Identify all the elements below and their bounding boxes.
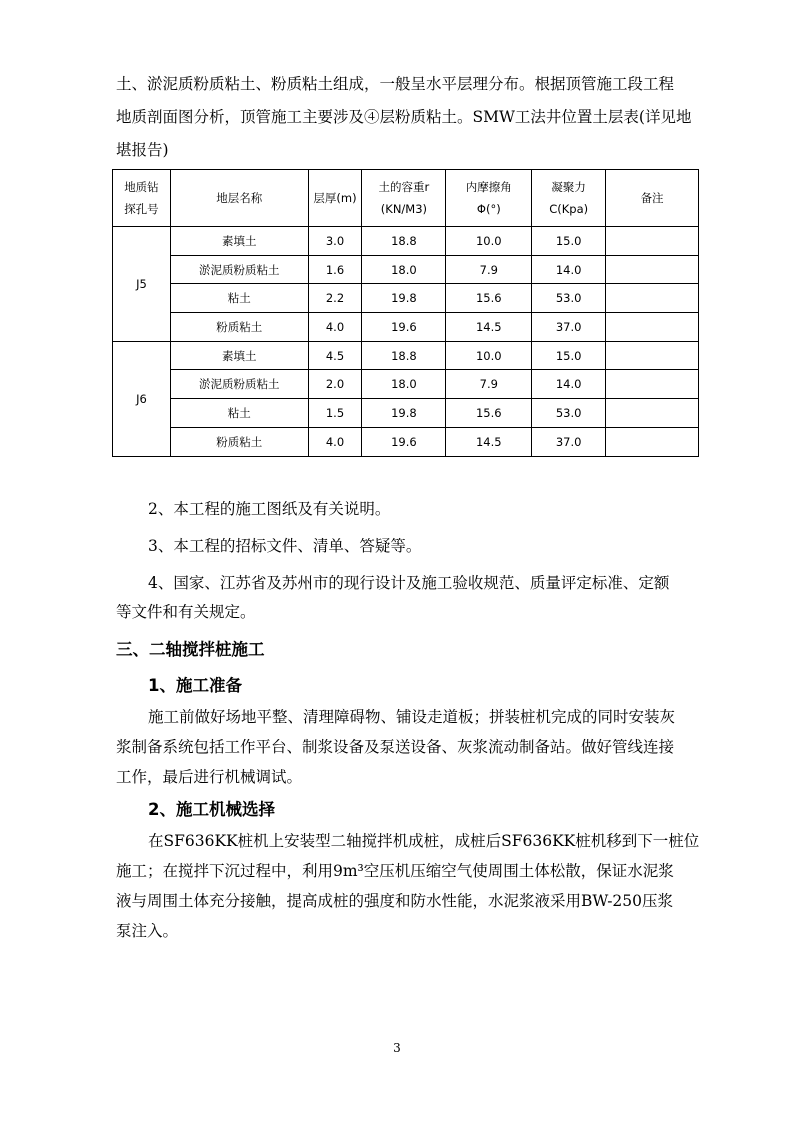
remark-cell (606, 255, 699, 284)
cohesion-cell: 14.0 (532, 255, 606, 284)
table-row (113, 284, 699, 313)
thickness-cell: 3.0 (308, 227, 362, 256)
table-header-row (113, 170, 699, 227)
subsection-2-line-3: 液与周围土体充分接触，提高成桩的强度和防水性能，水泥浆液采用BW-250压浆 (116, 892, 674, 910)
thickness-cell: 4.0 (308, 427, 362, 456)
friction-cell: 15.6 (446, 284, 532, 313)
layer-name-cell: 素填土 (170, 341, 308, 370)
layer-name-cell: 淤泥质粉质粘土 (170, 255, 308, 284)
remark-cell (606, 427, 699, 456)
subsection-2-line-2: 施工；在搅拌下沉过程中，利用9m³空压机压缩空气使周围土体松散，保证水泥浆 (116, 862, 674, 880)
friction-cell: 10.0 (446, 227, 532, 256)
table-row (113, 427, 699, 456)
header-hole-line-2: 探孔号 (124, 202, 159, 216)
subsection-2-line-4: 泵注入。 (116, 922, 179, 940)
subsection-1-title: 1、施工准备 (148, 676, 242, 695)
density-cell: 19.6 (362, 313, 446, 342)
cohesion-cell: 15.0 (532, 227, 606, 256)
cohesion-cell: 53.0 (532, 284, 606, 313)
thickness-cell: 2.0 (308, 370, 362, 399)
layer-name-cell: 粘土 (170, 399, 308, 428)
soil-layer-table (112, 169, 699, 457)
friction-cell: 15.6 (446, 399, 532, 428)
header-remark: 备注 (606, 170, 699, 227)
remark-cell (606, 284, 699, 313)
header-friction-line-1: 内摩擦角 (465, 180, 512, 194)
layer-name-cell: 粉质粘土 (170, 427, 308, 456)
friction-cell: 7.9 (446, 255, 532, 284)
reference-item-4-line-2: 等文件和有关规定。 (116, 603, 256, 621)
subsection-1-line-1: 施工前做好场地平整、清理障碍物、铺设走道板；拼装桩机完成的同时安装灰 (148, 708, 676, 726)
header-density-line-1: 土的容重r (378, 180, 430, 194)
reference-item-3: 3、本工程的招标文件、清单、答疑等。 (148, 537, 422, 555)
header-density (362, 170, 446, 227)
table-row (113, 370, 699, 399)
remark-cell (606, 313, 699, 342)
intro-line-3: 堪报告) (116, 141, 169, 159)
cohesion-cell: 53.0 (532, 399, 606, 428)
header-cohesion (532, 170, 606, 227)
hole-id-cell: J5 (113, 227, 171, 342)
header-layer-name: 地层名称 (170, 170, 308, 227)
density-cell: 19.8 (362, 399, 446, 428)
thickness-cell: 4.0 (308, 313, 362, 342)
header-hole-line-1: 地质钻 (124, 180, 159, 194)
table-row (113, 255, 699, 284)
header-friction (446, 170, 532, 227)
remark-cell (606, 370, 699, 399)
cohesion-cell: 15.0 (532, 341, 606, 370)
header-hole (113, 170, 171, 227)
header-density-line-2: (KN/M3) (380, 202, 428, 216)
density-cell: 18.0 (362, 255, 446, 284)
subsection-1-line-2: 浆制备系统包括工作平台、制浆设备及泵送设备、灰浆流动制备站。做好管线连接 (116, 738, 675, 756)
header-thickness: 层厚(m) (308, 170, 362, 227)
table-row (113, 313, 699, 342)
table-row (113, 341, 699, 370)
intro-line-2: 地质剖面图分析，顶管施工主要涉及④层粉质粘土。SMW工法井位置土层表(详见地 (116, 108, 692, 126)
friction-cell: 14.5 (446, 313, 532, 342)
cohesion-cell: 37.0 (532, 313, 606, 342)
subsection-1-line-3: 工作，最后进行机械调试。 (116, 768, 303, 786)
header-cohesion-line-1: 凝聚力 (551, 180, 586, 194)
subsection-2-line-1: 在SF636KK桩机上安装型二轴搅拌机成桩，成桩后SF636KK桩机移到下一桩位 (148, 832, 700, 850)
density-cell: 18.0 (362, 370, 446, 399)
page-number: 3 (393, 1041, 401, 1055)
subsection-2-title: 2、施工机械选择 (148, 800, 275, 819)
header-cohesion-line-2: C(Kpa) (549, 202, 589, 216)
reference-item-4-line-1: 4、国家、江苏省及苏州市的现行设计及施工验收规范、质量评定标准、定额 (148, 574, 670, 592)
remark-cell (606, 341, 699, 370)
thickness-cell: 1.6 (308, 255, 362, 284)
section-3-title: 三、二轴搅拌桩施工 (116, 640, 265, 659)
friction-cell: 14.5 (446, 427, 532, 456)
layer-name-cell: 淤泥质粉质粘土 (170, 370, 308, 399)
hole-id-cell: J6 (113, 341, 171, 456)
thickness-cell: 4.5 (308, 341, 362, 370)
table-row (113, 227, 699, 256)
thickness-cell: 1.5 (308, 399, 362, 428)
thickness-cell: 2.2 (308, 284, 362, 313)
table-row (113, 399, 699, 428)
density-cell: 18.8 (362, 227, 446, 256)
density-cell: 18.8 (362, 341, 446, 370)
cohesion-cell: 37.0 (532, 427, 606, 456)
density-cell: 19.8 (362, 284, 446, 313)
header-friction-line-2: Φ(°) (476, 202, 501, 216)
friction-cell: 7.9 (446, 370, 532, 399)
intro-line-1: 土、淤泥质粉质粘土、粉质粘土组成，一般呈水平层理分布。根据顶管施工段工程 (116, 75, 675, 93)
friction-cell: 10.0 (446, 341, 532, 370)
layer-name-cell: 素填土 (170, 227, 308, 256)
layer-name-cell: 粉质粘土 (170, 313, 308, 342)
cohesion-cell: 14.0 (532, 370, 606, 399)
reference-item-2: 2、本工程的施工图纸及有关说明。 (148, 500, 391, 518)
density-cell: 19.6 (362, 427, 446, 456)
remark-cell (606, 399, 699, 428)
layer-name-cell: 粘土 (170, 284, 308, 313)
remark-cell (606, 227, 699, 256)
